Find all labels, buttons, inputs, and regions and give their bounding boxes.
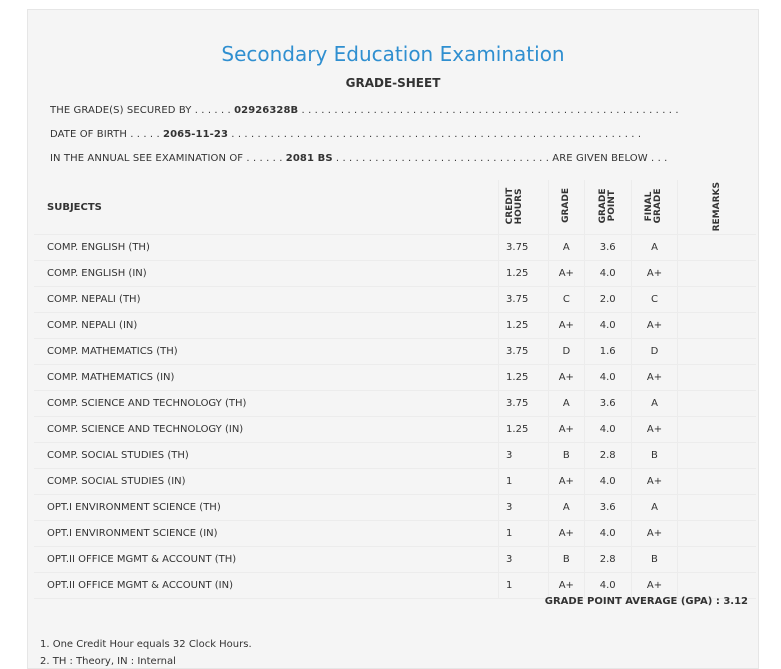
final-grade-cell: A+ [631, 417, 678, 443]
grade-point-cell: 3.6 [584, 391, 631, 417]
grade-cell: A+ [548, 521, 584, 547]
grade-point-cell: 1.6 [584, 339, 631, 365]
info-dob-line [50, 129, 740, 140]
info-exam-prefix: IN THE ANNUAL SEE EXAMINATION OF . . . . . . [50, 153, 286, 164]
credit-hours-cell: 1.25 [499, 313, 549, 339]
table-row [34, 235, 756, 261]
credit-hours-cell: 3 [499, 547, 549, 573]
final-grade-cell: A [631, 235, 678, 261]
grade-point-cell: 4.0 [584, 469, 631, 495]
credit-hours-cell: 3.75 [499, 339, 549, 365]
remarks-cell [678, 469, 756, 495]
header-credit-hours [499, 180, 549, 235]
table-row [34, 287, 756, 313]
subject-cell: COMP. SOCIAL STUDIES (IN) [34, 469, 499, 495]
grade-point-cell: 4.0 [584, 573, 631, 599]
info-symbol-prefix: THE GRADE(S) SECURED BY . . . . . . [50, 105, 235, 116]
exam-year: 2081 BS [285, 153, 333, 164]
table-row [34, 261, 756, 287]
grade-cell: A [548, 391, 584, 417]
info-dob-prefix: DATE OF BIRTH . . . . . [50, 129, 164, 140]
final-grade-cell: A+ [631, 469, 678, 495]
symbol-number: 02926328B [234, 105, 299, 116]
grades-table-body [34, 235, 756, 599]
grades-table [34, 180, 756, 599]
credit-hours-cell: 1 [499, 521, 549, 547]
subject-cell: OPT.II OFFICE MGMT & ACCOUNT (TH) [34, 547, 499, 573]
grade-point-cell: 4.0 [584, 313, 631, 339]
table-header-row [34, 180, 756, 235]
header-remarks [678, 180, 756, 235]
grade-point-cell: 4.0 [584, 365, 631, 391]
final-grade-cell: B [631, 547, 678, 573]
subject-cell: COMP. ENGLISH (IN) [34, 261, 499, 287]
credit-hours-cell: 3.75 [499, 391, 549, 417]
page-subtitle: GRADE-SHEET [345, 76, 441, 90]
final-grade-cell: A+ [631, 261, 678, 287]
subject-cell: COMP. MATHEMATICS (IN) [34, 365, 499, 391]
grade-cell: A+ [548, 261, 584, 287]
table-row [34, 443, 756, 469]
final-grade-cell: A [631, 495, 678, 521]
credit-hours-cell: 3.75 [499, 235, 549, 261]
grade-point-cell: 2.8 [584, 547, 631, 573]
grade-cell: C [548, 287, 584, 313]
table-row [34, 365, 756, 391]
grade-cell: A [548, 495, 584, 521]
info-symbol-suffix: . . . . . . . . . . . . . . . . . . . . . . . . . . . . . . . . . . . . . . . . . . . . . . . . . . . . . . . . . . [298, 105, 679, 116]
grade-point-cell: 3.6 [584, 235, 631, 261]
remarks-cell [678, 443, 756, 469]
credit-hours-cell: 1.25 [499, 417, 549, 443]
subject-cell: COMP. MATHEMATICS (TH) [34, 339, 499, 365]
note-item: 2. TH : Theory, IN : Internal [40, 656, 176, 667]
header-final-grade [631, 180, 678, 235]
final-grade-cell: A+ [631, 365, 678, 391]
credit-hours-cell: 1.25 [499, 261, 549, 287]
credit-hours-cell: 1.25 [499, 365, 549, 391]
grade-point-cell: 4.0 [584, 521, 631, 547]
final-grade-cell: D [631, 339, 678, 365]
header-final-grade-label: FINAL GRADE [644, 188, 664, 224]
remarks-cell [678, 365, 756, 391]
credit-hours-cell: 3 [499, 443, 549, 469]
gpa-summary [545, 596, 748, 607]
table-row [34, 495, 756, 521]
grade-sheet [27, 9, 759, 669]
page-title: Secondary Education Examination [221, 42, 565, 66]
credit-hours-cell: 3.75 [499, 287, 549, 313]
grade-point-cell: 2.8 [584, 443, 631, 469]
header-subjects: SUBJECTS [34, 180, 499, 235]
grade-cell: D [548, 339, 584, 365]
info-dob-suffix: . . . . . . . . . . . . . . . . . . . . . . . . . . . . . . . . . . . . . . . . . . . . . . . . . . . . . . . . . . . . . . . [228, 129, 642, 140]
remarks-cell [678, 495, 756, 521]
final-grade-cell: A+ [631, 573, 678, 599]
grade-cell: A+ [548, 365, 584, 391]
table-row [34, 313, 756, 339]
remarks-cell [678, 417, 756, 443]
final-grade-cell: B [631, 443, 678, 469]
remarks-cell [678, 573, 756, 599]
remarks-cell [678, 391, 756, 417]
header-remarks-label: REMARKS [711, 182, 722, 232]
header-credit-hours-label: CREDIT HOURS [505, 187, 525, 225]
grade-point-cell: 3.6 [584, 495, 631, 521]
final-grade-cell: A+ [631, 313, 678, 339]
grade-point-cell: 4.0 [584, 261, 631, 287]
header-grade-point-label: GRADE POINT [597, 188, 617, 224]
subject-cell: OPT.II OFFICE MGMT & ACCOUNT (IN) [34, 573, 499, 599]
grades-table-wrapper [34, 180, 756, 599]
remarks-cell [678, 521, 756, 547]
subject-cell: COMP. NEPALI (TH) [34, 287, 499, 313]
notes [40, 636, 252, 669]
subject-cell: COMP. SCIENCE AND TECHNOLOGY (IN) [34, 417, 499, 443]
credit-hours-cell: 3 [499, 495, 549, 521]
subject-cell: COMP. SOCIAL STUDIES (TH) [34, 443, 499, 469]
header-grade-label: GRADE [560, 188, 571, 224]
grade-cell: B [548, 547, 584, 573]
final-grade-cell: C [631, 287, 678, 313]
table-row [34, 339, 756, 365]
info-exam-line [50, 153, 740, 164]
grade-cell: A+ [548, 313, 584, 339]
table-row [34, 417, 756, 443]
remarks-cell [678, 339, 756, 365]
date-of-birth: 2065-11-23 [163, 129, 228, 140]
table-row [34, 547, 756, 573]
remarks-cell [678, 547, 756, 573]
subject-cell: COMP. NEPALI (IN) [34, 313, 499, 339]
remarks-cell [678, 287, 756, 313]
subject-cell: COMP. SCIENCE AND TECHNOLOGY (TH) [34, 391, 499, 417]
gpa-label: GRADE POINT AVERAGE (GPA) : [544, 596, 724, 607]
header-grade [548, 180, 584, 235]
subject-cell: OPT.I ENVIRONMENT SCIENCE (TH) [34, 495, 499, 521]
info-exam-suffix: . . . . . . . . . . . . . . . . . . . . . . . . . . . . . . . . . ARE GIVEN BELOW . . . [332, 153, 668, 164]
gpa-value: 3.12 [723, 596, 748, 607]
note-item: 1. One Credit Hour equals 32 Clock Hours. [40, 639, 252, 650]
table-row [34, 521, 756, 547]
credit-hours-cell: 1 [499, 469, 549, 495]
final-grade-cell: A+ [631, 521, 678, 547]
remarks-cell [678, 235, 756, 261]
credit-hours-cell: 1 [499, 573, 549, 599]
subject-cell: COMP. ENGLISH (TH) [34, 235, 499, 261]
remarks-cell [678, 261, 756, 287]
grade-cell: A+ [548, 573, 584, 599]
subject-cell: OPT.I ENVIRONMENT SCIENCE (IN) [34, 521, 499, 547]
grade-point-cell: 4.0 [584, 417, 631, 443]
grade-cell: A [548, 235, 584, 261]
remarks-cell [678, 313, 756, 339]
grade-cell: B [548, 443, 584, 469]
header-grade-point [584, 180, 631, 235]
info-symbol-line [50, 105, 740, 116]
table-row [34, 469, 756, 495]
grade-cell: A+ [548, 469, 584, 495]
grade-cell: A+ [548, 417, 584, 443]
table-row [34, 391, 756, 417]
table-row [34, 573, 756, 599]
final-grade-cell: A [631, 391, 678, 417]
grade-point-cell: 2.0 [584, 287, 631, 313]
